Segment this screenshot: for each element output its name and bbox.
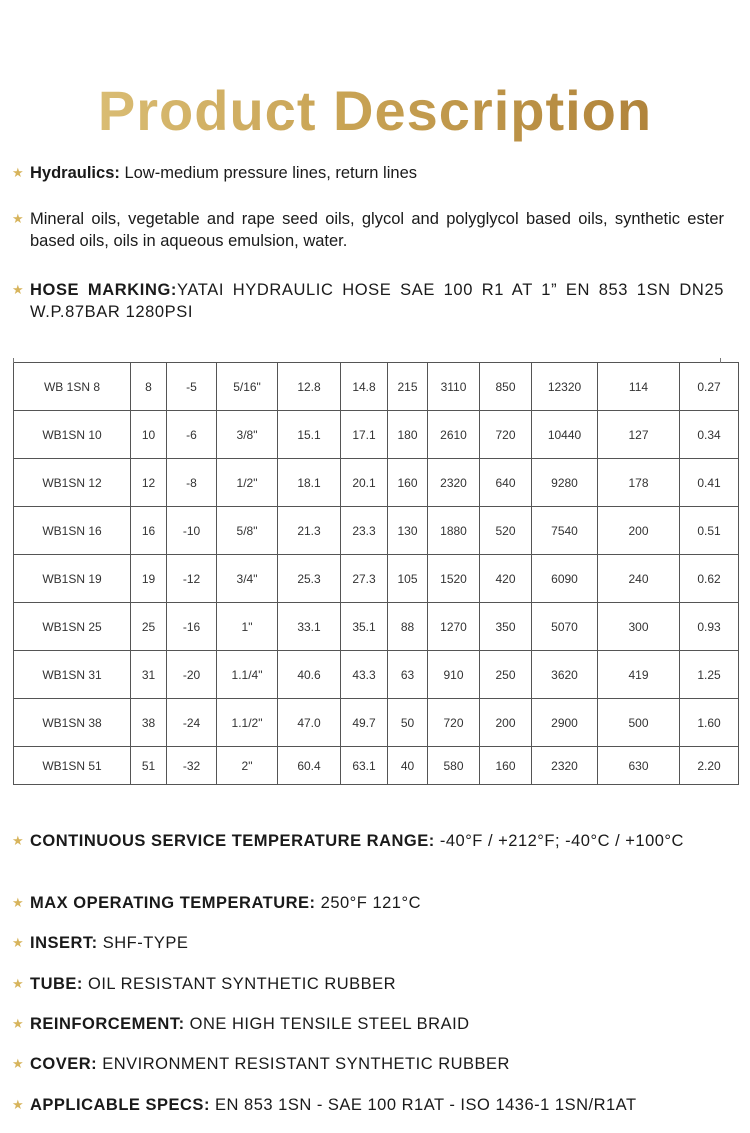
table-cell: 8	[131, 363, 167, 411]
table-cell: -12	[167, 555, 217, 603]
spec-label: INSERT:	[30, 934, 98, 952]
bullet-fluids	[12, 208, 724, 252]
spec-line	[12, 1095, 737, 1115]
star-icon: ★	[12, 211, 24, 226]
table-cell: -24	[167, 699, 217, 747]
table-cell: 0.51	[680, 507, 739, 555]
table-cell: 3/4"	[217, 555, 278, 603]
table-cell: 580	[428, 747, 480, 785]
table-cell: -8	[167, 459, 217, 507]
table-cell: 19	[131, 555, 167, 603]
spec-label: COVER:	[30, 1055, 98, 1073]
star-icon: ★	[12, 1016, 24, 1031]
table-cell: 160	[388, 459, 428, 507]
star-icon: ★	[12, 165, 24, 180]
table-cell: 160	[480, 747, 532, 785]
table-cell: 18.1	[278, 459, 341, 507]
table-cell: 40	[388, 747, 428, 785]
bullet-text: Mineral oils, vegetable and rape seed oils, glycol and polyglycol based oils, synthetic ester based oils, oils in aqueous emulsion, water.	[30, 210, 724, 250]
table-row	[14, 363, 739, 411]
cell-model: WB1SN 51	[14, 747, 131, 785]
spec-label: TUBE:	[30, 975, 83, 993]
spec-text: 250°F 121°C	[315, 894, 421, 912]
table-cell: 15.1	[278, 411, 341, 459]
table-cell: 2900	[532, 699, 598, 747]
page-title: Product Description	[0, 78, 750, 143]
table-cell: -5	[167, 363, 217, 411]
spec-text: OIL RESISTANT SYNTHETIC RUBBER	[82, 975, 397, 993]
table-cell: 0.34	[680, 411, 739, 459]
cell-model: WB 1SN 8	[14, 363, 131, 411]
table-cell: 200	[598, 507, 680, 555]
table-cell: 5070	[532, 603, 598, 651]
table-cell: 300	[598, 603, 680, 651]
spec-table-wrapper	[13, 362, 738, 785]
cell-model: WB1SN 19	[14, 555, 131, 603]
spec-table	[13, 362, 739, 785]
table-cell: 910	[428, 651, 480, 699]
spec-line	[12, 893, 737, 913]
table-cell: 0.62	[680, 555, 739, 603]
table-cell: 1520	[428, 555, 480, 603]
spec-text: EN 853 1SN - SAE 100 R1AT - ISO 1436-1 1SN/R1AT	[209, 1096, 637, 1114]
table-cell: 180	[388, 411, 428, 459]
table-row	[14, 603, 739, 651]
spec-text: ONE HIGH TENSILE STEEL BRAID	[184, 1015, 470, 1033]
table-cell: 12.8	[278, 363, 341, 411]
table-cell: 178	[598, 459, 680, 507]
table-cell: 1.60	[680, 699, 739, 747]
table-cell: 419	[598, 651, 680, 699]
star-icon: ★	[12, 935, 24, 950]
table-cell: 50	[388, 699, 428, 747]
table-cell: 1.25	[680, 651, 739, 699]
table-cell: 720	[480, 411, 532, 459]
table-row	[14, 459, 739, 507]
table-cell: 640	[480, 459, 532, 507]
table-cell: 5/16"	[217, 363, 278, 411]
star-icon: ★	[12, 833, 24, 848]
table-cell: 1"	[217, 603, 278, 651]
table-cell: 200	[480, 699, 532, 747]
table-cell: 21.3	[278, 507, 341, 555]
table-cell: 2320	[428, 459, 480, 507]
spec-label: APPLICABLE SPECS:	[30, 1096, 210, 1114]
table-cell: 1.1/4"	[217, 651, 278, 699]
table-cell: 130	[388, 507, 428, 555]
spec-line	[12, 1054, 737, 1074]
table-cell: 630	[598, 747, 680, 785]
table-cell: 114	[598, 363, 680, 411]
table-cell: 10440	[532, 411, 598, 459]
table-cell: -32	[167, 747, 217, 785]
table-cell: 3/8"	[217, 411, 278, 459]
cell-model: WB1SN 38	[14, 699, 131, 747]
cell-model: WB1SN 12	[14, 459, 131, 507]
spec-text: -40°F / +212°F; -40°C / +100°C	[434, 832, 684, 850]
table-cell: 17.1	[341, 411, 388, 459]
table-cell: -6	[167, 411, 217, 459]
table-cell: 1.1/2"	[217, 699, 278, 747]
table-cell: 25.3	[278, 555, 341, 603]
table-cell: 25	[131, 603, 167, 651]
table-cell: 0.93	[680, 603, 739, 651]
spec-line	[12, 1014, 737, 1034]
table-cell: 250	[480, 651, 532, 699]
table-cell: 215	[388, 363, 428, 411]
table-cell: 27.3	[341, 555, 388, 603]
table-row	[14, 507, 739, 555]
cell-model: WB1SN 31	[14, 651, 131, 699]
table-cell: 500	[598, 699, 680, 747]
table-cell: 49.7	[341, 699, 388, 747]
table-cell: 6090	[532, 555, 598, 603]
table-cell: 2"	[217, 747, 278, 785]
cell-model: WB1SN 16	[14, 507, 131, 555]
table-cell: 60.4	[278, 747, 341, 785]
table-cell: 88	[388, 603, 428, 651]
table-row	[14, 651, 739, 699]
table-cell: 2320	[532, 747, 598, 785]
table-cell: 12320	[532, 363, 598, 411]
table-cell: 0.41	[680, 459, 739, 507]
table-cell: 3110	[428, 363, 480, 411]
spec-label: MAX OPERATING TEMPERATURE:	[30, 894, 316, 912]
table-cell: 23.3	[341, 507, 388, 555]
bullet-label: Hydraulics:	[30, 164, 120, 182]
table-row	[14, 555, 739, 603]
star-icon: ★	[12, 1056, 24, 1071]
table-cell: 720	[428, 699, 480, 747]
table-cell: 2610	[428, 411, 480, 459]
table-cell: 5/8"	[217, 507, 278, 555]
table-row	[14, 747, 739, 785]
spec-line	[12, 831, 737, 851]
table-cell: 20.1	[341, 459, 388, 507]
spec-line	[12, 933, 737, 953]
table-row	[14, 699, 739, 747]
table-cell: 10	[131, 411, 167, 459]
table-cell: 7540	[532, 507, 598, 555]
star-icon: ★	[12, 895, 24, 910]
table-row	[14, 411, 739, 459]
table-cell: 38	[131, 699, 167, 747]
spec-line	[12, 974, 737, 994]
table-cell: 105	[388, 555, 428, 603]
table-cell: 9280	[532, 459, 598, 507]
spec-text: ENVIRONMENT RESISTANT SYNTHETIC RUBBER	[97, 1055, 510, 1073]
bullet-hose-marking	[12, 279, 724, 323]
bullet-hydraulics	[12, 162, 724, 184]
table-cell: 420	[480, 555, 532, 603]
table-edge-tick	[720, 358, 721, 363]
bullet-text: Low-medium pressure lines, return lines	[119, 164, 417, 182]
table-cell: 1/2"	[217, 459, 278, 507]
spec-label: REINFORCEMENT:	[30, 1015, 185, 1033]
table-cell: 127	[598, 411, 680, 459]
table-cell: -16	[167, 603, 217, 651]
table-cell: 240	[598, 555, 680, 603]
table-cell: -20	[167, 651, 217, 699]
table-cell: 520	[480, 507, 532, 555]
star-icon: ★	[12, 1097, 24, 1112]
table-cell: 1880	[428, 507, 480, 555]
table-cell: 51	[131, 747, 167, 785]
table-cell: 16	[131, 507, 167, 555]
table-cell: 47.0	[278, 699, 341, 747]
cell-model: WB1SN 25	[14, 603, 131, 651]
star-icon: ★	[12, 976, 24, 991]
spec-label: CONTINUOUS SERVICE TEMPERATURE RANGE:	[30, 832, 435, 850]
table-cell: 14.8	[341, 363, 388, 411]
star-icon: ★	[12, 282, 25, 297]
table-cell: -10	[167, 507, 217, 555]
table-cell: 2.20	[680, 747, 739, 785]
bullet-label: HOSE MARKING:	[30, 281, 178, 299]
table-cell: 12	[131, 459, 167, 507]
table-cell: 63	[388, 651, 428, 699]
bullet-text: YATAI HYDRAULIC HOSE SAE 100 R1 AT 1” EN 853 1SN DN25 W.P.87BAR 1280PSI	[30, 281, 724, 321]
table-cell: 31	[131, 651, 167, 699]
table-cell: 850	[480, 363, 532, 411]
table-cell: 40.6	[278, 651, 341, 699]
table-cell: 63.1	[341, 747, 388, 785]
table-edge-tick	[13, 358, 14, 363]
table-cell: 1270	[428, 603, 480, 651]
table-cell: 33.1	[278, 603, 341, 651]
cell-model: WB1SN 10	[14, 411, 131, 459]
table-cell: 35.1	[341, 603, 388, 651]
table-cell: 0.27	[680, 363, 739, 411]
table-cell: 43.3	[341, 651, 388, 699]
table-cell: 3620	[532, 651, 598, 699]
spec-text: SHF-TYPE	[97, 934, 189, 952]
table-cell: 350	[480, 603, 532, 651]
